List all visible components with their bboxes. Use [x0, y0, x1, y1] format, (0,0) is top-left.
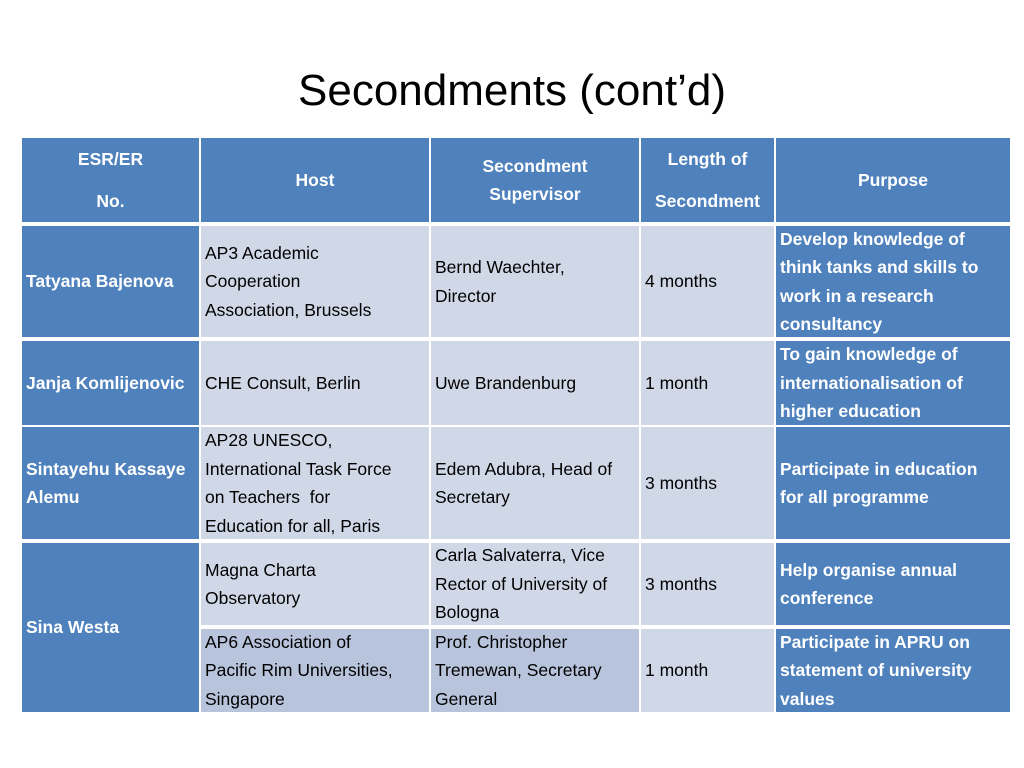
row5-purpose-line: statement of university [780, 660, 972, 681]
row1-purpose-line: consultancy [780, 314, 883, 334]
row4-host [201, 543, 429, 625]
row5-length: 1 month [641, 629, 774, 712]
row5-purpose-line: Participate in APRU on [780, 631, 970, 652]
row2-length: 1 month [641, 341, 774, 425]
row1-supervisor-line: Director [435, 285, 497, 306]
row3-supervisor-line: Secretary [435, 487, 510, 507]
row3-purpose [776, 427, 1010, 539]
row1-purpose-line: Develop knowledge of [780, 228, 965, 249]
row5-supervisor-line: General [435, 688, 498, 709]
row3-esr-line: Sintayehu Kassaye [26, 458, 186, 479]
row5-purpose [776, 629, 1010, 712]
row3-host-line: on Teachers for [205, 487, 331, 507]
row3-esr [22, 427, 199, 539]
row3-host-line: AP28 UNESCO, [205, 430, 333, 450]
header-esr-line1: ESR/ER [77, 148, 144, 169]
row3-supervisor [431, 427, 639, 539]
row3-length: 3 months [641, 427, 774, 539]
header-length [641, 138, 774, 222]
row5-supervisor-line: Tremewan, Secretary [435, 660, 602, 681]
row4-host-line: Observatory [205, 588, 301, 608]
row3-host [201, 427, 429, 539]
header-esr [22, 138, 199, 222]
row1-purpose-line: think tanks and skills to [780, 257, 979, 277]
header-length-line2: Secondment [654, 191, 761, 211]
row2-purpose-line: internationalisation of [780, 372, 963, 393]
header-supervisor-line2: Supervisor [489, 184, 581, 204]
row1-host-line: AP3 Academic [205, 242, 319, 263]
header-length-line1: Length of [667, 148, 748, 169]
row4-purpose [776, 543, 1010, 625]
row2-purpose-line: higher education [780, 401, 921, 422]
row4-purpose-line: Help organise annual [780, 559, 957, 580]
row1-length: 4 months [641, 226, 774, 337]
row5-supervisor-line: Prof. Christopher [435, 631, 568, 652]
row1-esr: Tatyana Bajenova [22, 226, 199, 337]
row1-supervisor-line: Bernd Waechter, [435, 257, 565, 277]
row3-purpose-line: for all programme [780, 487, 929, 507]
page-title: Secondments (cont’d) [298, 66, 726, 115]
header-purpose: Purpose [776, 138, 1010, 222]
row1-supervisor [431, 226, 639, 337]
row5-host-line: Singapore [205, 688, 285, 709]
row4-purpose-line: conference [780, 588, 874, 608]
row5-supervisor [431, 629, 639, 712]
header-supervisor [431, 138, 639, 222]
row5-host-line: AP6 Association of [205, 631, 351, 652]
row3-purpose-line: Participate in education [780, 458, 978, 479]
row3-host-line: Education for all, Paris [205, 515, 381, 536]
row4-length: 3 months [641, 543, 774, 625]
row5-host [201, 629, 429, 712]
row1-host-line: Association, Brussels [205, 299, 372, 320]
row5-purpose-line: values [780, 688, 835, 709]
row2-purpose [776, 341, 1010, 425]
row2-esr: Janja Komlijenovic [22, 341, 199, 425]
row3-host-line: International Task Force [205, 458, 392, 479]
row1-host [201, 226, 429, 337]
row2-supervisor: Uwe Brandenburg [431, 341, 639, 425]
row1-host-line: Cooperation [205, 271, 301, 292]
row2-purpose-line: To gain knowledge of [780, 344, 958, 365]
header-esr-line2: No. [96, 191, 125, 211]
row4-host-line: Magna Charta [205, 559, 316, 580]
row4-esr: Sina Westa [22, 543, 199, 712]
row4-supervisor-line: Carla Salvaterra, Vice [435, 545, 605, 566]
row4-supervisor-line: Rector of University of [435, 573, 608, 594]
row4-supervisor-line: Bologna [435, 602, 500, 623]
header-supervisor-line1: Secondment [482, 155, 588, 176]
row4-supervisor [431, 543, 639, 625]
row5-host-line: Pacific Rim Universities, [205, 660, 393, 681]
row2-host: CHE Consult, Berlin [201, 341, 429, 425]
row1-purpose-line: work in a research [780, 285, 934, 306]
row1-purpose [776, 226, 1010, 337]
row3-supervisor-line: Edem Adubra, Head of [435, 458, 613, 479]
header-host: Host [201, 138, 429, 222]
row3-esr-line: Alemu [26, 487, 80, 507]
